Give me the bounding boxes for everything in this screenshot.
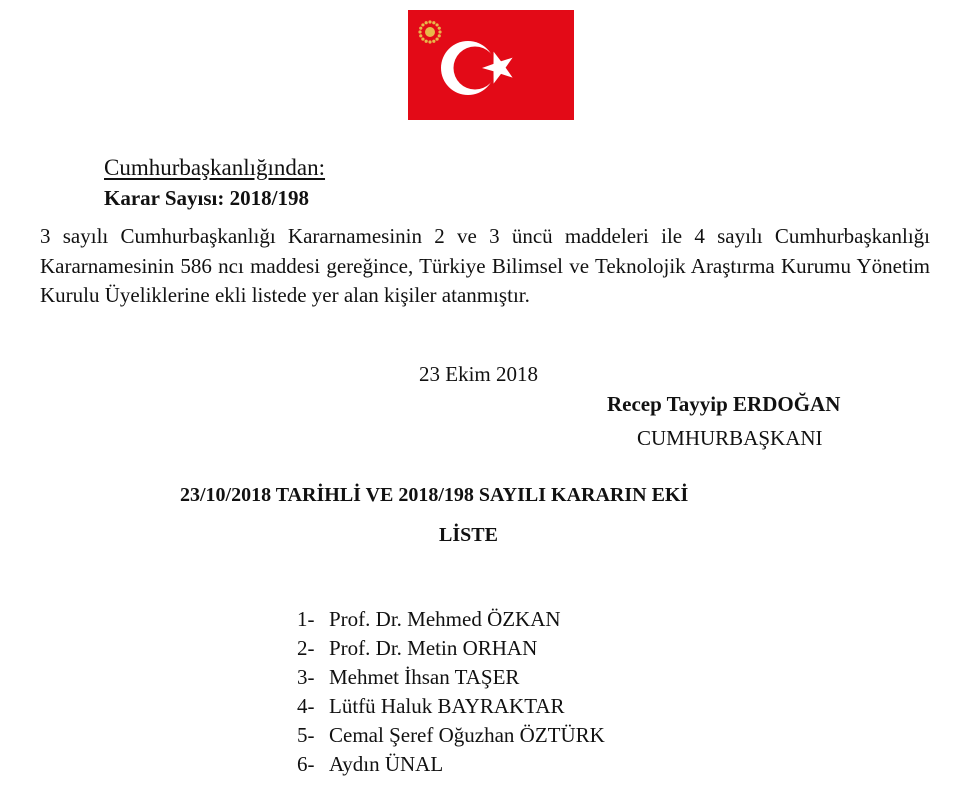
- sun-emblem-star: [435, 37, 438, 40]
- member-list: [297, 605, 605, 779]
- list-item: [297, 663, 605, 692]
- list-item-name: Prof. Dr. Metin ORHAN: [329, 636, 538, 660]
- decree-body-text: 3 sayılı Cumhurbaşkanlığı Kararnamesinin 2 ve 3 üncü maddeleri ile 4 sayılı Cumhurbaşkanlığı Kararnamesinin 586 ncı maddesi gereğince, Türkiye Bilimsel ve Teknolojik Araştırma Kurumu Yönetim Kurulu Üyeliklerine ekli listede yer alan kişiler atanmıştır.: [40, 224, 930, 307]
- list-title: LİSTE: [439, 524, 498, 546]
- sun-emblem-star: [418, 30, 421, 33]
- sun-emblem-star: [438, 30, 441, 33]
- sun-emblem-star: [428, 40, 431, 43]
- sun-emblem-star: [421, 23, 424, 26]
- list-item-name: Lütfü Haluk BAYRAKTAR: [329, 694, 565, 718]
- sun-emblem-star: [432, 40, 435, 43]
- list-item: [297, 692, 605, 721]
- turkish-flag-icon: [408, 10, 574, 120]
- list-item: [297, 634, 605, 663]
- list-item-name: Cemal Şeref Oğuzhan ÖZTÜRK: [329, 723, 605, 747]
- list-item-number: 6-: [297, 752, 315, 776]
- list-item-name: Aydın ÜNAL: [329, 752, 444, 776]
- sun-emblem-star: [438, 27, 441, 30]
- signatory-title: CUMHURBAŞKANI: [637, 426, 823, 450]
- signatory-name: Recep Tayyip ERDOĞAN: [607, 392, 841, 416]
- sun-emblem-star: [419, 34, 422, 37]
- sun-emblem-star: [421, 37, 424, 40]
- sun-emblem-star: [435, 23, 438, 26]
- sun-emblem-star: [425, 40, 428, 43]
- list-item: [297, 721, 605, 750]
- sun-emblem-star: [438, 34, 441, 37]
- decision-number: Karar Sayısı: 2018/198: [104, 186, 309, 210]
- sun-emblem-star: [425, 21, 428, 24]
- list-item-number: 3-: [297, 665, 315, 689]
- annex-title: 23/10/2018 TARİHLİ VE 2018/198 SAYILI KARARIN EKİ: [180, 484, 689, 506]
- list-item-number: 2-: [297, 636, 315, 660]
- list-item-name: Mehmet İhsan TAŞER: [329, 665, 520, 689]
- decree-date: 23 Ekim 2018: [419, 362, 538, 386]
- list-item-number: 1-: [297, 607, 315, 631]
- sun-emblem-star: [432, 21, 435, 24]
- list-item-name: Prof. Dr. Mehmed ÖZKAN: [329, 607, 561, 631]
- sun-emblem-star: [419, 27, 422, 30]
- list-item-number: 5-: [297, 723, 315, 747]
- list-item: [297, 750, 605, 779]
- issuing-office-heading: Cumhurbaşkanlığından:: [104, 155, 326, 180]
- sun-emblem-star: [428, 20, 431, 23]
- list-item: [297, 605, 605, 634]
- list-item-number: 4-: [297, 694, 315, 718]
